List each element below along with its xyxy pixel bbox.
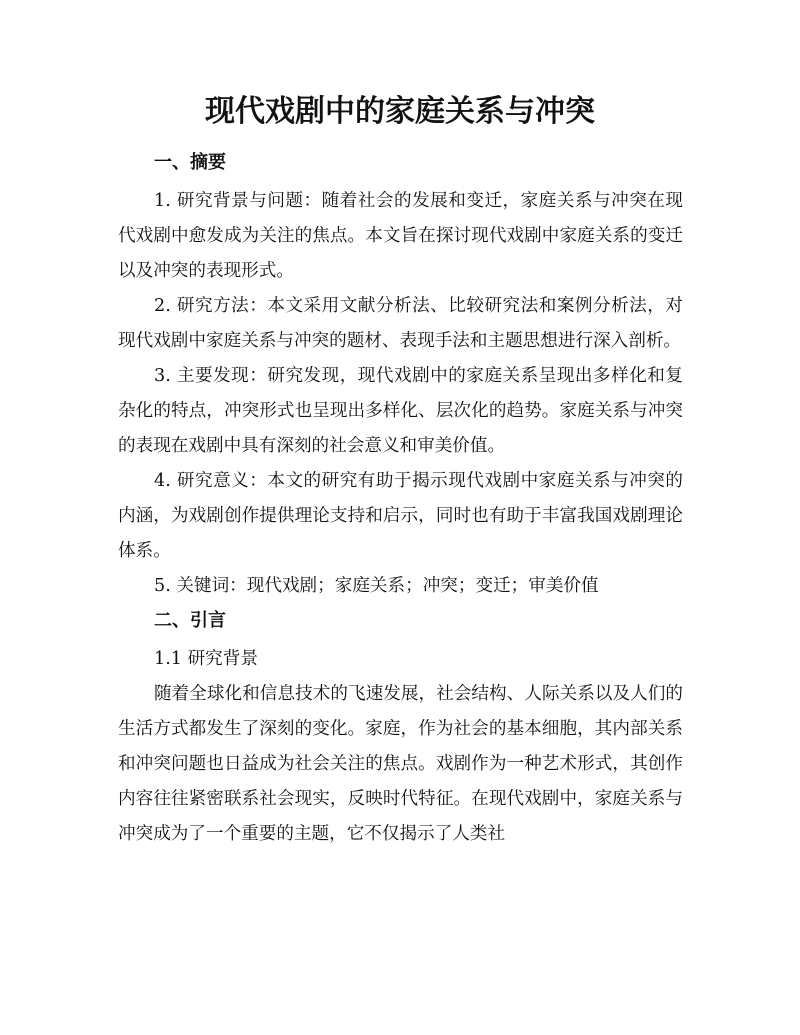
abstract-item-findings: 3. 主要发现：研究发现，现代戏剧中的家庭关系呈现出多样化和复杂化的特点，冲突形式也呈现出多样化、层次化的趋势。家庭关系与冲突的表现在戏剧中具有深刻的社会意义和审美价值。 (118, 366, 683, 456)
introduction-paragraph: 随着全球化和信息技术的飞速发展，社会结构、人际关系以及人们的生活方式都发生了深刻的变化。家庭，作为社会的基本细胞，其内部关系和冲突问题也日益成为社会关注的焦点。戏剧作为一种艺术形式，其创作内容往往紧密联系社会现实，反映时代特征。在现代戏剧中，家庭关系与冲突成为了一个重要的主题，它不仅揭示了人类社 (118, 684, 683, 844)
section-heading-introduction: 二、引言 (154, 610, 226, 631)
subsection-heading-background: 1.1 研究背景 (154, 649, 258, 669)
abstract-item-method: 2. 研究方法：本文采用文献分析法、比较研究法和案例分析法，对现代戏剧中家庭关系与冲突的题材、表现手法和主题思想进行深入剖析。 (118, 296, 683, 351)
abstract-item-significance: 4. 研究意义：本文的研究有助于揭示现代戏剧中家庭关系与冲突的内涵，为戏剧创作提供理论支持和启示，同时也有助于丰富我国戏剧理论体系。 (118, 471, 683, 561)
document-title: 现代戏剧中的家庭关系与冲突 (205, 94, 595, 129)
abstract-item-keywords: 5. 关键词：现代戏剧；家庭关系；冲突；变迁；审美价值 (154, 576, 599, 596)
document-body (118, 148, 683, 852)
abstract-item-background: 1. 研究背景与问题：随着社会的发展和变迁，家庭关系与冲突在现代戏剧中愈发成为关注的焦点。本文旨在探讨现代戏剧中家庭关系的变迁以及冲突的表现形式。 (118, 191, 683, 281)
section-heading-abstract: 一、摘要 (154, 152, 226, 173)
